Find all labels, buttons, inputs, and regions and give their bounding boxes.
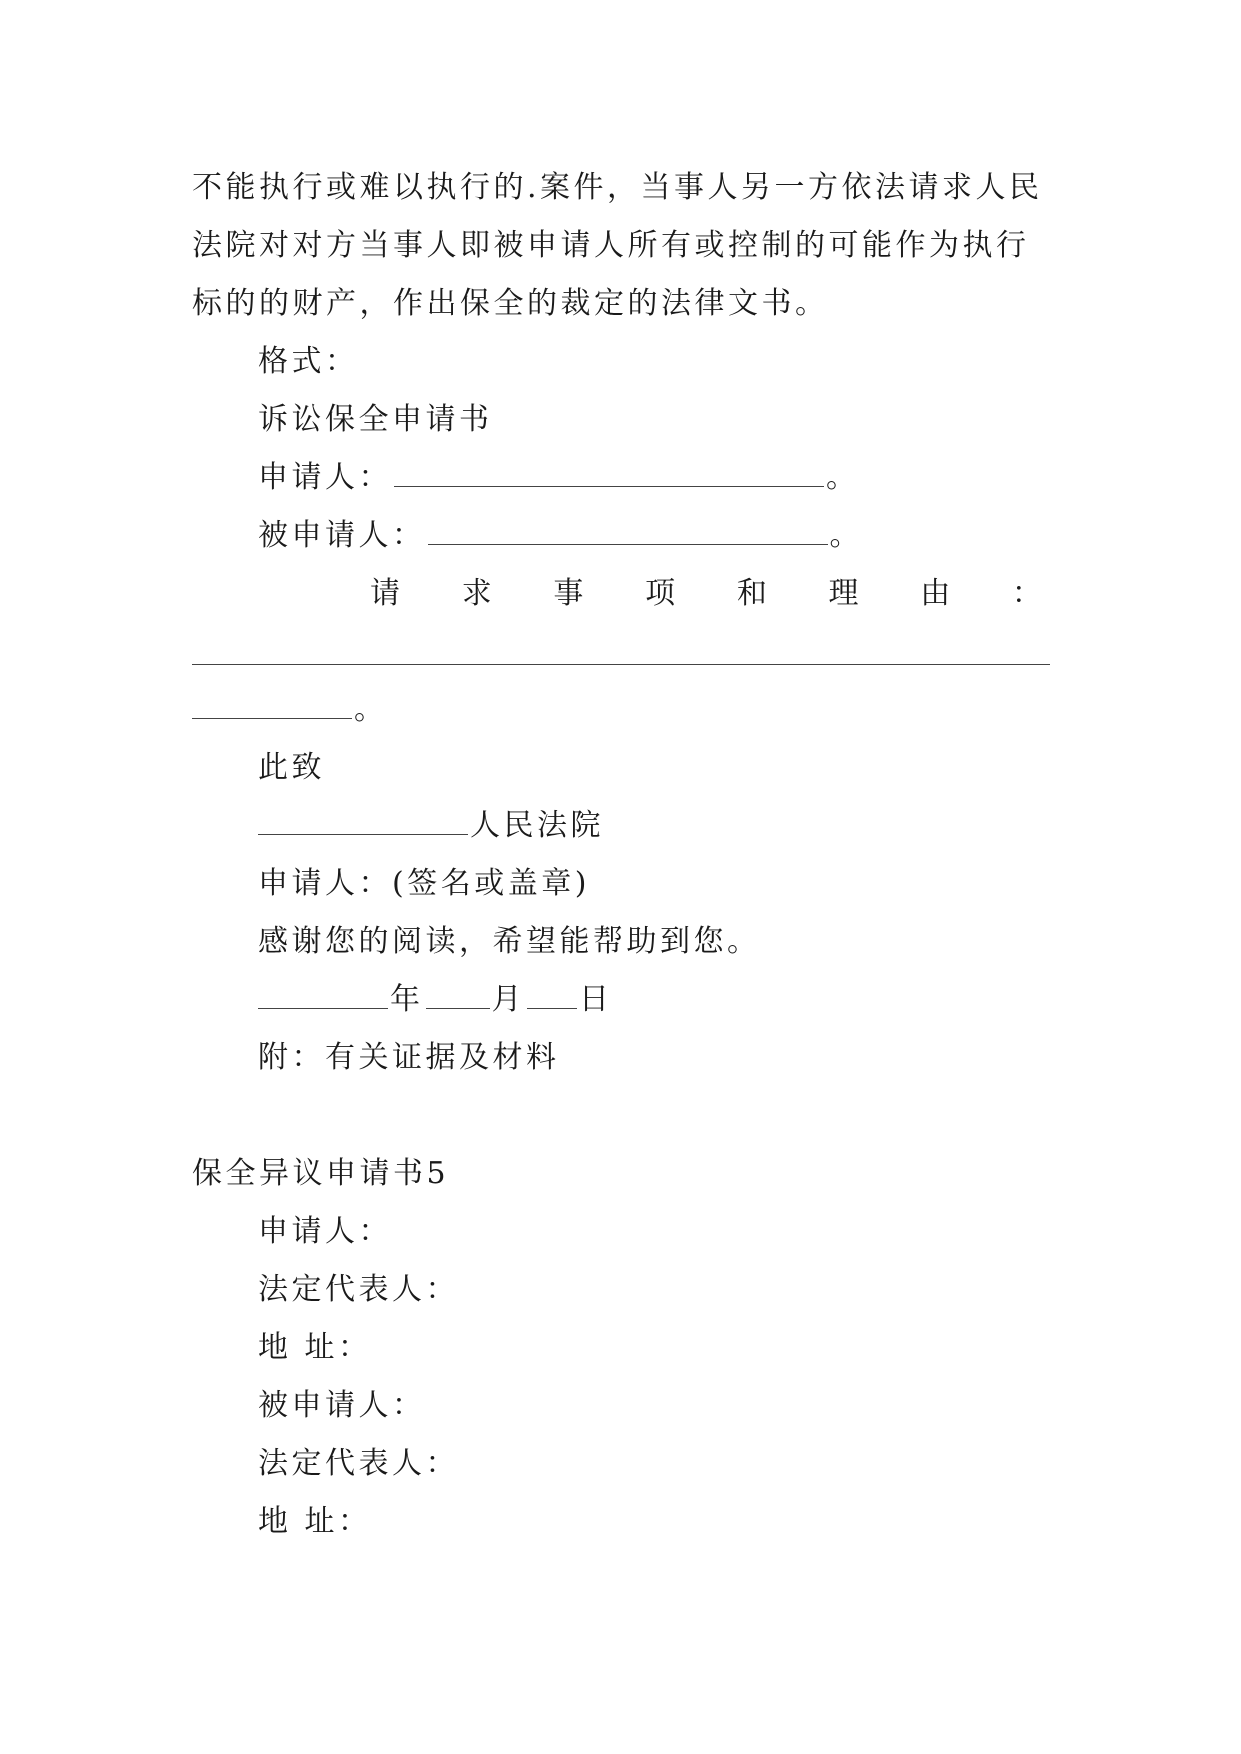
section5-respondent: 被申请人： [258,1388,426,1423]
respondent-blank[interactable] [428,522,828,545]
section5-title: 保全异议申请书5 [192,1156,450,1191]
section5-respondent-legal-rep: 法定代表人： [258,1446,459,1481]
request-char-3: 事 [553,576,584,611]
court-row [258,806,604,846]
date-row [258,980,613,1020]
format-label: 格式： [258,344,359,379]
respondent-period: 。 [829,518,863,553]
respondent-label: 被申请人： [258,518,426,553]
section5-legal-rep: 法定代表人： [258,1272,459,1307]
applicant-row [258,458,860,498]
paragraph-line-2: 法院对对方当事人即被申请人所有或控制的可能作为执行 [192,228,1030,263]
day-blank[interactable] [527,986,577,1009]
request-char-7: 由 [920,576,951,611]
request-char-1: 请 [370,576,400,611]
request-char-5: 和 [736,576,767,611]
request-blank-line-2[interactable] [192,696,352,719]
paragraph-line-3: 标的的财产，作出保全的裁定的法律文书。 [192,286,829,321]
salutation: 此致 [258,750,325,785]
request-char-6: 理 [828,576,859,611]
request-blank-row-2 [192,690,388,730]
day-label: 日 [579,982,613,1017]
thanks-line: 感谢您的阅读，希望能帮助到您。 [258,924,761,959]
attachment-line: 附：有关证据及材料 [258,1040,560,1075]
paragraph-line-1: 不能执行或难以执行的.案件，当事人另一方依法请求人民 [192,170,1043,205]
court-blank[interactable] [258,812,468,835]
year-blank[interactable] [258,986,388,1009]
request-char-4: 项 [645,576,676,611]
signature-line: 申请人：(签名或盖章) [258,866,590,901]
month-label: 月 [491,982,525,1017]
request-char-2: 求 [461,576,492,611]
section5-respondent-address: 地 址： [258,1504,372,1539]
section5-address: 地 址： [258,1330,372,1365]
court-suffix: 人民法院 [470,808,604,843]
request-period: 。 [354,692,388,727]
month-blank[interactable] [426,986,490,1009]
applicant-period: 。 [826,460,860,495]
request-char-8: ： [1011,576,1042,611]
form-title: 诉讼保全申请书 [258,402,493,437]
applicant-blank[interactable] [394,464,824,487]
applicant-label: 申请人： [258,460,392,495]
respondent-row [258,516,863,556]
request-heading [370,574,1042,614]
section5-applicant: 申请人： [258,1214,392,1249]
year-label: 年 [390,982,424,1017]
request-blank-line-1[interactable] [192,664,1050,665]
